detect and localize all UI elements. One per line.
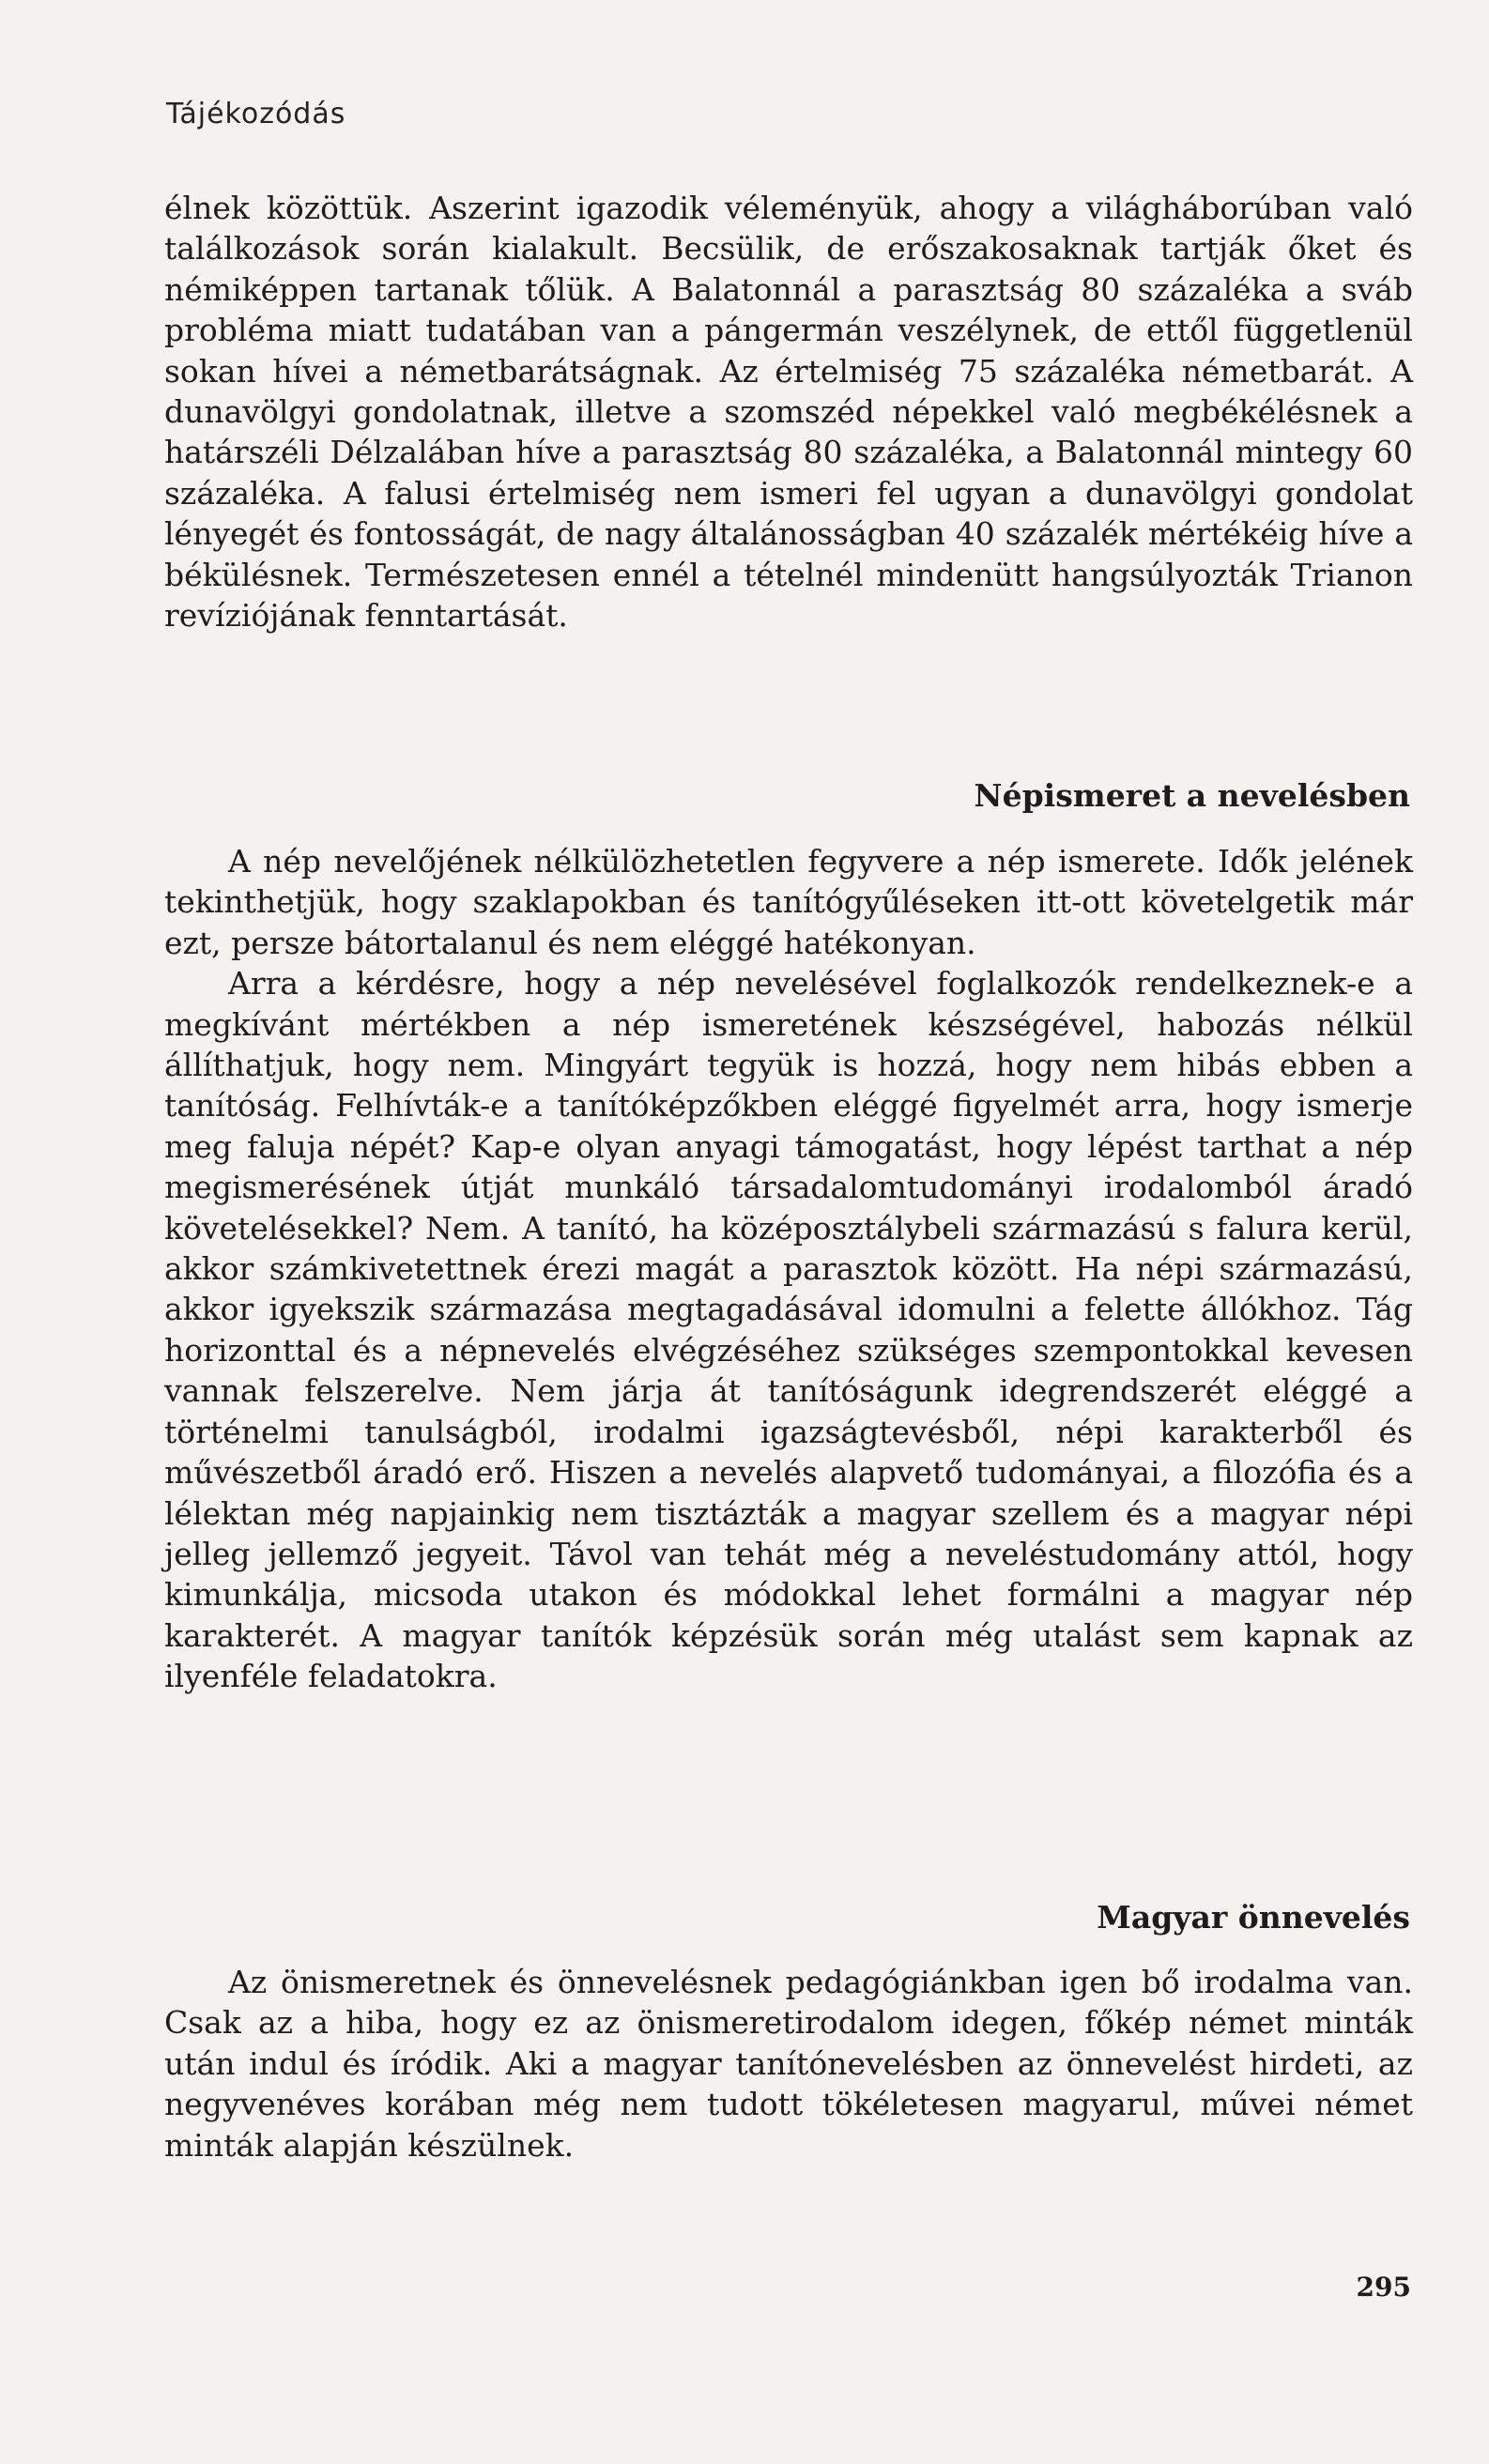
running-title: Tájékozódás [166, 98, 346, 130]
page-number: 295 [1356, 2272, 1411, 2303]
intro-text-block [164, 188, 1413, 635]
nepismeret-text-block [164, 841, 1413, 1697]
paragraph: élnek közöttük. Aszerint igazodik véleményük, ahogy a világháborúban való találkozások során kialakult. Becsülik, de erőszakosaknak tartják őket és némiképpen tartanak tőlük. A Balatonnál a parasztság 80 százaléka a sváb probléma miatt tudatában van a pángermán veszélynek, de ettől függetlenül sokan hívei a németbarátságnak. Az értelmiség 75 százaléka németbarát. A dunavölgyi gondolatnak, illetve a szomszéd népekkel való megbékélésnek a határszéli Délzalában híve a parasztság 80 százaléka, a Balatonnál mintegy 60 százaléka. A falusi értelmiség nem ismeri fel ugyan a dunavölgyi gondolat lényegét és fontosságát, de nagy általánosságban 40 százalék mértékéig híve a békülésnek. Természetesen ennél a tételnél mindenütt hangsúlyozták Trianon revíziójának fenntartását. [164, 190, 1413, 635]
paragraph: Az önismeretnek és önnevelésnek pedagógiánkban igen bő irodalma van. Csak az a hiba, hogy ez az önismeretirodalom idegen, főkép német minták után indul és íródik. Aki a magyar tanítónevelésben az önnevelést hirdeti, az negyvenéves korában még nem tudott tökéletesen magyarul, művei német minták alapján készülnek. [164, 1964, 1413, 2164]
section-heading-onneveles: Magyar önnevelés [1097, 1899, 1410, 1936]
onneveles-text-block [164, 1962, 1413, 2166]
section-heading-nepismeret: Népismeret a nevelésben [974, 777, 1410, 814]
paragraph: Arra a kérdésre, hogy a nép nevelésével foglalkozók rendelkeznek-e a megkívánt mértékben a nép ismeretének készségével, habozás nélkül állíthatjuk, hogy nem. Mingyárt tegyük is hozzá, hogy nem hibás ebben a tanítóság. Felhívták-e a tanítóképzőkben eléggé figyelmét arra, hogy ismerje meg faluja népét? Kap-e olyan anyagi támogatást, hogy lépést tarthat a nép megismerésének útját munkáló társadalomtudományi irodalomból áradó követelésekkel? Nem. A tanító, ha középosztálybeli származású s falura kerül, akkor számkivetettnek érezi magát a parasztok között. Ha népi származású, akkor igyekszik származása megtagadásával idomulni a felette állókhoz. Tág horizonttal és a népnevelés elvégzéséhez szükséges szempontokkal kevesen vannak felszerelve. Nem járja át tanítóságunk idegrendszerét eléggé a történelmi tanulságból, irodalmi igazságtevésből, népi karakterből és művészetből áradó erő. Hiszen a nevelés alapvető tudományai, a filozófia és a lélektan még napjainkig nem tisztázták a magyar szellem és a magyar népi jelleg jellemző jegyeit. Távol van tehát még a neveléstudomány attól, hogy kimunkálja, micsoda utakon és módokkal lehet formálni a magyar nép karakterét. A magyar tanítók képzésük során még utalást sem kapnak az ilyenféle feladatokra. [164, 965, 1413, 1695]
paragraph: A nép nevelőjének nélkülözhetetlen fegyvere a nép ismerete. Idők jelének tekinthetjük, hogy szaklapokban és tanítógyűléseken itt-ott követelgetik már ezt, persze bátortalanul és nem eléggé hatékonyan. [164, 843, 1413, 961]
